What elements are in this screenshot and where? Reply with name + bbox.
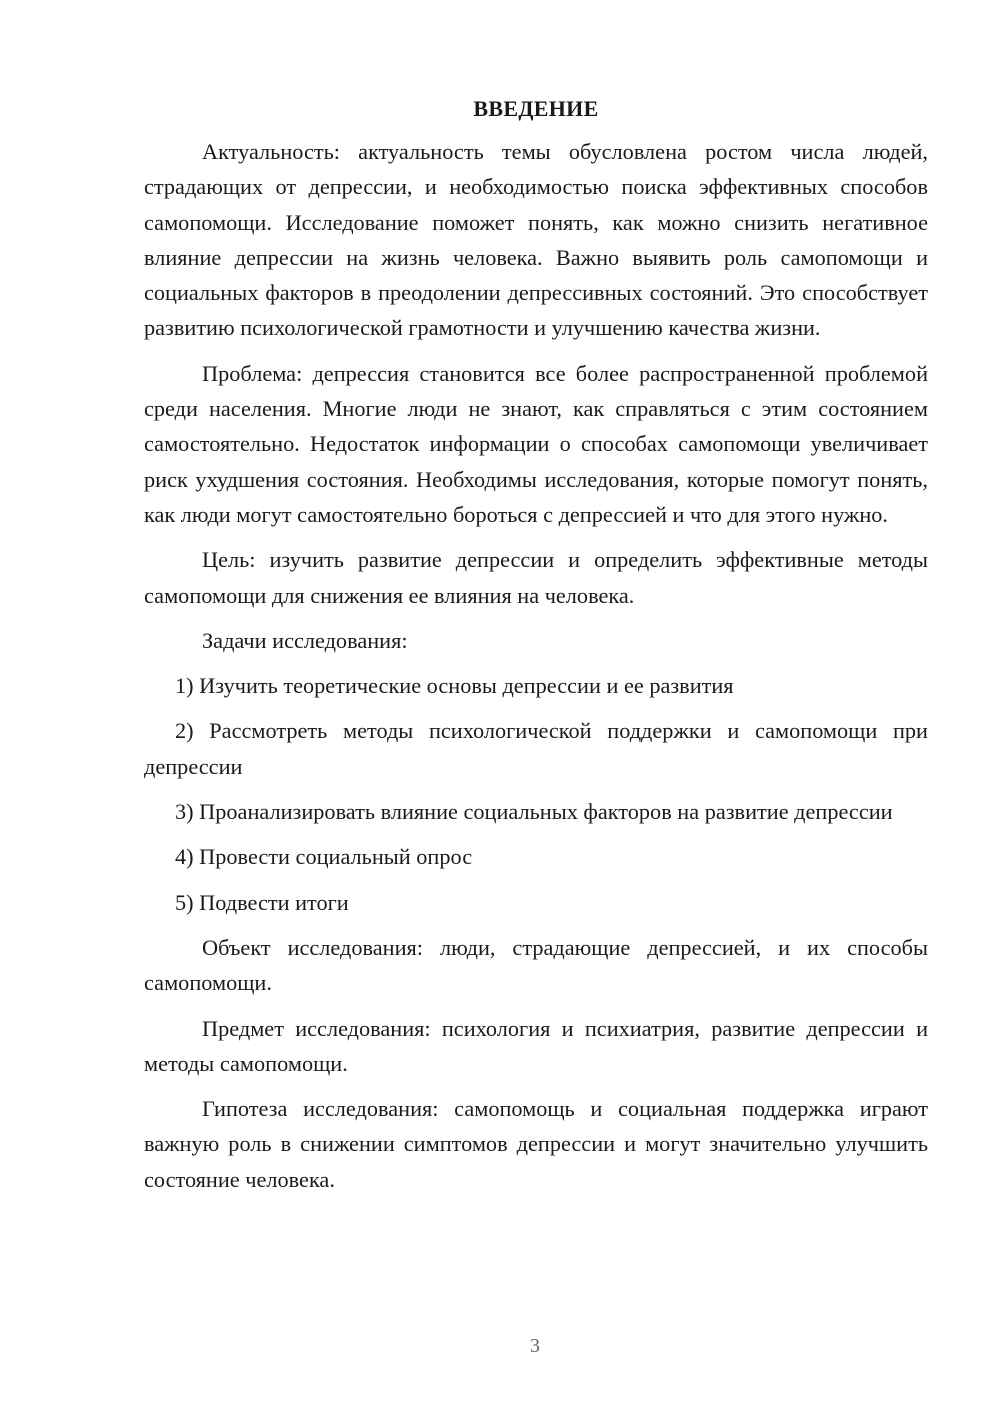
paragraph-relevance: Актуальность: актуальность темы обусловлена ростом числа людей, страдающих от депрессии, и необходимостью поиска эффективных способов самопомощи. Исследование поможет понять, как можно снизить негативное влияние депрессии на жизнь человека. Важно выявить роль самопомощи и социальных факторов в преодолении депрессивных состояний. Это способствует развитию психологической грамотности и улучшению качества жизни. (144, 139, 928, 341)
paragraph-object: Объект исследования: люди, страдающие депрессией, и их способы самопомощи. (144, 934, 928, 996)
paragraph-subject: Предмет исследования: психология и психиатрия, развитие депрессии и методы самопомощи. (144, 1015, 928, 1076)
task-item-2: 2) Рассмотреть методы психологической поддержки и самопомощи при депрессии (144, 718, 928, 779)
task-item-5: 5) Подвести итоги (175, 889, 349, 915)
task-item-4: 4) Провести социальный опрос (175, 844, 473, 870)
paragraph-goal: Цель: изучить развитие депрессии и определить эффективные методы самопомощи для снижения ее влияния на человека. (144, 547, 928, 608)
task-item-1: 1) Изучить теоретические основы депрессии и ее развития (175, 673, 734, 699)
paragraph-tasks-heading: Задачи исследования: (202, 627, 408, 653)
section-heading: ВВЕДЕНИЕ (473, 96, 599, 121)
page-number: 3 (530, 1335, 540, 1357)
paragraph-hypothesis: Гипотеза исследования: самопомощь и социальная поддержка играют важную роль в снижении симптомов депрессии и могут значительно улучшить состояние человека. (144, 1096, 928, 1192)
document-page (144, 96, 928, 1207)
task-item-3: 3) Проанализировать влияние социальных факторов на развитие депрессии (175, 799, 893, 825)
paragraph-problem: Проблема: депрессия становится все более распространенной проблемой среди населения. Многие люди не знают, как справляться с этим состоянием самостоятельно. Недостаток информации о способах самопомощи увеличивает риск ухудшения состояния. Необходимы исследования, которые помогут понять, как люди могут самостоятельно бороться с депрессией и что для этого нужно. (144, 360, 928, 527)
